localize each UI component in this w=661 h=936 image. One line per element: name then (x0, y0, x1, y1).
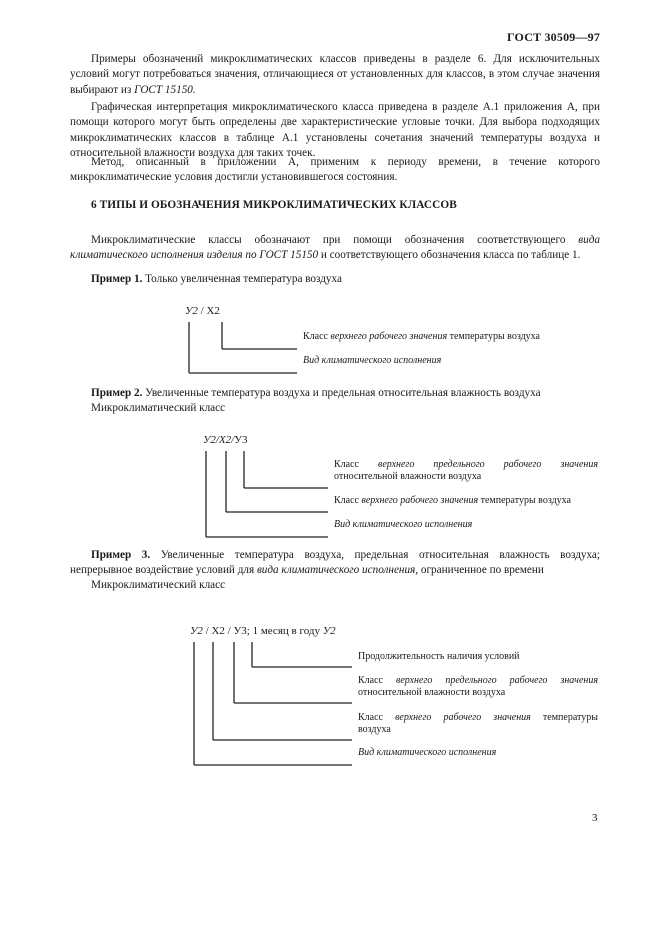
section-intro-text-c: и соответствующего обозначения класса по таблице 1. (318, 249, 581, 262)
example-2-code-b: У3 (234, 434, 248, 446)
section-heading: 6 ТИПЫ И ОБОЗНАЧЕНИЯ МИКРОКЛИМАТИЧЕСКИХ КЛАССОВ (91, 199, 457, 211)
example-3-label: Пример 3. (91, 549, 151, 561)
example-1-code-kind: У2 (185, 305, 198, 317)
example-1-kind-label: Вид климатического исполнения (303, 355, 442, 366)
example-3-duration-label: Продолжительность наличия условий (358, 651, 520, 662)
example-1-class-label-a: Класс (303, 331, 331, 342)
example-3-humidity-line-2: относительной влажности воздуха (358, 687, 506, 698)
example-3-temperature-a: Класс (358, 712, 396, 723)
example-2-temperature-b: верхнего рабочего значения (361, 495, 479, 506)
example-1-class-label-c: температуры воздуха (447, 331, 540, 342)
example-3-kind-label: Вид климатического исполнения (358, 747, 497, 758)
example-3-code-b: / Х2 / (202, 625, 234, 637)
example-3-text-b: вида климатического исполнения, (256, 564, 419, 577)
example-2-humidity-b: верхнего предельного рабочего значения (378, 459, 598, 470)
document-standard-number: ГОСТ 30509—97 (507, 30, 601, 44)
section-intro-text-a: Микроклиматические классы обозначают при помощи обозначения соответствующего (91, 234, 579, 246)
example-1-text: Только увеличенная температура воздуха (142, 273, 342, 285)
example-3-subtitle: Микроклиматический класс (91, 579, 226, 591)
example-2-temperature-a: Класс (334, 495, 362, 506)
example-2-kind-label: Вид климатического исполнения (334, 519, 473, 530)
example-2-text: Увеличенные температура воздуха и предельная относительная влажность воздуха (142, 387, 541, 399)
example-2-temperature-c: температуры воздуха (478, 495, 571, 506)
example-3-temperature-b: верхнего рабочего значения (395, 712, 531, 723)
example-3-temperature-c: температуры (530, 712, 598, 723)
example-2-subtitle: Микроклиматический класс (91, 402, 226, 414)
example-2-label: Пример 2. (91, 387, 143, 399)
intro-paragraph-1-text: Примеры обозначений микроклиматических классов приведены в разделе 6. Для исключительных условий могут потребоваться значения, отличающиеся от установленных для классов, в этом случае значения выбирают из (70, 53, 600, 96)
example-2-code-a: У2/Х2/ (203, 434, 235, 446)
page-number: 3 (592, 812, 598, 824)
example-1-label: Пример 1. (91, 273, 143, 285)
example-3-code-a: У2 (190, 625, 203, 637)
example-3-temperature-line-2: воздуха (358, 724, 391, 735)
example-3-code-d: У2 (322, 625, 336, 637)
example-3-text-a: Увеличенные температура воздуха, предельная относительная влажность воздуха; непрерывное воздействие условий для (70, 549, 600, 577)
example-3-humidity-b: верхнего предельного рабочего значения (396, 675, 598, 686)
section-intro-text-b: вида климатического исполнения изделия по ГОСТ 15150 (70, 234, 600, 262)
gost-reference: ГОСТ 15150. (134, 83, 196, 96)
example-3-humidity-a: Класс (358, 675, 396, 686)
example-3-code-c: У3; 1 месяц в году (233, 625, 323, 637)
example-1-code-class: Х2 (206, 305, 220, 317)
example-2-humidity-a: Класс (334, 459, 378, 470)
example-3-text-c: ограниченное по времени (418, 564, 544, 577)
example-1-class-label-b: верхнего рабочего значения (330, 331, 448, 342)
intro-paragraph-3-text: Метод, описанный в приложении А, применим к периоду времени, в течение которого микроклиматические условия достигли установившегося состояния. (70, 156, 600, 184)
example-1-code-sep: / (197, 305, 207, 317)
example-2-humidity-line-2: относительной влажности воздуха (334, 471, 482, 482)
intro-paragraph-2-text: Графическая интерпретация микроклиматического класса приведена в разделе А.1 приложения А, при помощи которого могут быть определены две характеристические угловые точки. Для выбора подходящих микроклиматических классов в таблице А.1 установлены сочетания значений температуры воздуха и относительной влажности воздуха для таких точек. (70, 101, 600, 159)
